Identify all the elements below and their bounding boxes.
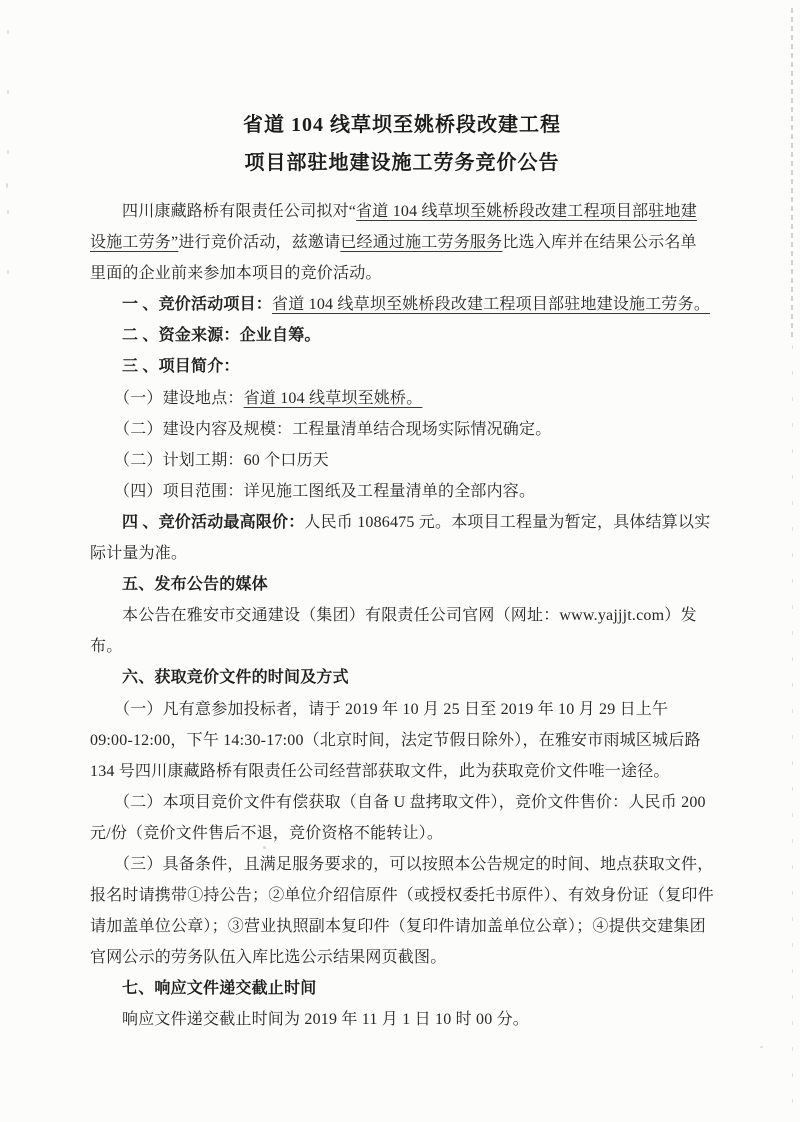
text-run: （二）建设内容及规模：工程量清单结合现场实际情况确定。	[114, 420, 552, 438]
scan-artifact-right-edge-top	[791, 8, 793, 338]
item1-value: 省道 104 线草坝至姚桥段改建工程项目部驻地建设施工劳务。	[272, 296, 711, 314]
obtain-line-3	[90, 756, 714, 787]
text-run: （二）本项目竞价文件有偿获取（自备 U 盘拷取文件），竞价文件售价：人民币 200	[114, 793, 706, 811]
text-run: 官网公示的劳务队伍入库比选公示结果网页截图。	[90, 949, 447, 967]
item5-heading: 五、发布公告的媒体	[122, 576, 268, 594]
scan-artifact-left-edge	[7, 30, 9, 320]
item1-label: 一 、竞价活动项目：	[122, 296, 273, 314]
item2-text: 二 、资金来源：企业自筹。	[122, 327, 321, 345]
paid-docs-line-2	[90, 818, 714, 849]
item4-max-price-line-1	[90, 507, 714, 538]
title-line-1: 省道 104 线草坝至姚桥段改建工程	[243, 114, 561, 136]
item6-heading: 六、获取竞价文件的时间及方式	[122, 669, 349, 687]
text-run: （二）计划工期：60 个口历天	[114, 451, 330, 469]
paid-docs-line-1	[90, 787, 714, 818]
text-run: 09:00-12:00，下午 14:30-17:00（北京时间，法定节假日除外），在雅安市雨城区城后路	[90, 731, 701, 749]
text-run: 元/份（竞价文件售后不退，竞价资格不能转让）。	[90, 824, 444, 842]
intro-line-1	[90, 196, 714, 227]
underlined-qualification: 已经通过施工劳务服务	[340, 234, 503, 252]
sub-construction-scope	[90, 414, 714, 445]
text-run: 际计量为准。	[90, 545, 188, 563]
item1-auction-project	[90, 289, 714, 320]
item3-project-overview	[90, 351, 714, 382]
sub-planned-duration	[90, 445, 714, 476]
text-run: 布。	[90, 638, 123, 656]
scan-speck	[6, 183, 8, 188]
document-title	[90, 0, 714, 182]
text-run: 报名时请携带①持公告；②单位介绍信原件（或授权委托书原件）、有效身份证（复印件	[90, 887, 714, 905]
conditions-line-2	[90, 880, 714, 911]
text-run: 里面的企业前来参加本项目的竞价活动。	[90, 265, 382, 283]
item5-announcement-media	[90, 569, 714, 600]
text-run-with-website-url: 本公告在雅安市交通建设（集团）有限责任公司官网（网址：www.yajjjt.com）发	[122, 607, 697, 625]
media-body-line-2	[90, 631, 714, 662]
item6-obtain-documents-heading	[90, 662, 714, 693]
sub-construction-site	[90, 383, 714, 414]
text-run: 134 号四川康藏路桥有限责任公司经营部获取文件，此为获取竞价文件唯一途径。	[90, 762, 670, 780]
item4-line-2	[90, 538, 714, 569]
text-run: 进行竞价活动，兹邀请	[178, 234, 341, 252]
conditions-line-1	[90, 849, 714, 880]
deadline-line	[90, 1004, 714, 1035]
text-run: （三）具备条件，且满足服务要求的，可以按照本公告规定的时间、地点获取文件，	[114, 855, 714, 873]
item7-heading: 七、响应文件递交截止时间	[122, 980, 317, 998]
item2-funding-source	[90, 320, 714, 351]
intro-line-2	[90, 227, 714, 258]
sub1-value: 省道 104 线草坝至姚桥。	[243, 389, 423, 407]
document-body	[90, 196, 714, 1036]
media-body-line-1	[90, 600, 714, 631]
item4-value: 人民币 1086475 元。本项目工程量为暂定，具体结算以实	[304, 513, 711, 531]
text-run: 请加盖单位公章）；③营业执照副本复印件（复印件请加盖单位公章）；④提供交建集团	[90, 918, 706, 936]
item7-deadline-heading	[90, 973, 714, 1004]
sub1-label: （一）建设地点：	[114, 389, 244, 407]
item3-label: 三 、项目简介：	[122, 358, 240, 376]
title-line-2: 项目部驻地建设施工劳务竞价公告	[244, 152, 560, 174]
item4-label: 四 、竞价活动最高限价：	[122, 513, 305, 531]
underlined-project-name-cont: 设施工劳务”	[90, 234, 179, 252]
text-run: （四）项目范围：详见施工图纸及工程量清单的全部内容。	[114, 482, 536, 500]
text-run: 四川康藏路桥有限责任公司拟对“	[122, 203, 357, 220]
sub-project-range	[90, 476, 714, 507]
intro-line-3	[90, 258, 714, 289]
text-run: 响应文件递交截止时间为 2019 年 11 月 1 日 10 时 00 分。	[122, 1011, 530, 1029]
text-run: （一）凡有意参加投标者，请于 2019 年 10 月 25 日至 2019 年 10 月 29 日上午	[114, 700, 669, 718]
obtain-line-1	[90, 694, 714, 725]
text-run: 比选入库并在结果公示名单	[502, 234, 697, 252]
scan-artifact-right-edge-bottom	[792, 345, 793, 1108]
obtain-line-2	[90, 725, 714, 756]
conditions-line-3	[90, 911, 714, 942]
document-content	[90, 0, 714, 1036]
conditions-line-4	[90, 942, 714, 973]
scan-speck	[760, 1046, 763, 1048]
underlined-project-name: 省道 104 线草坝至姚桥段改建工程项目部驻地建	[356, 203, 697, 220]
